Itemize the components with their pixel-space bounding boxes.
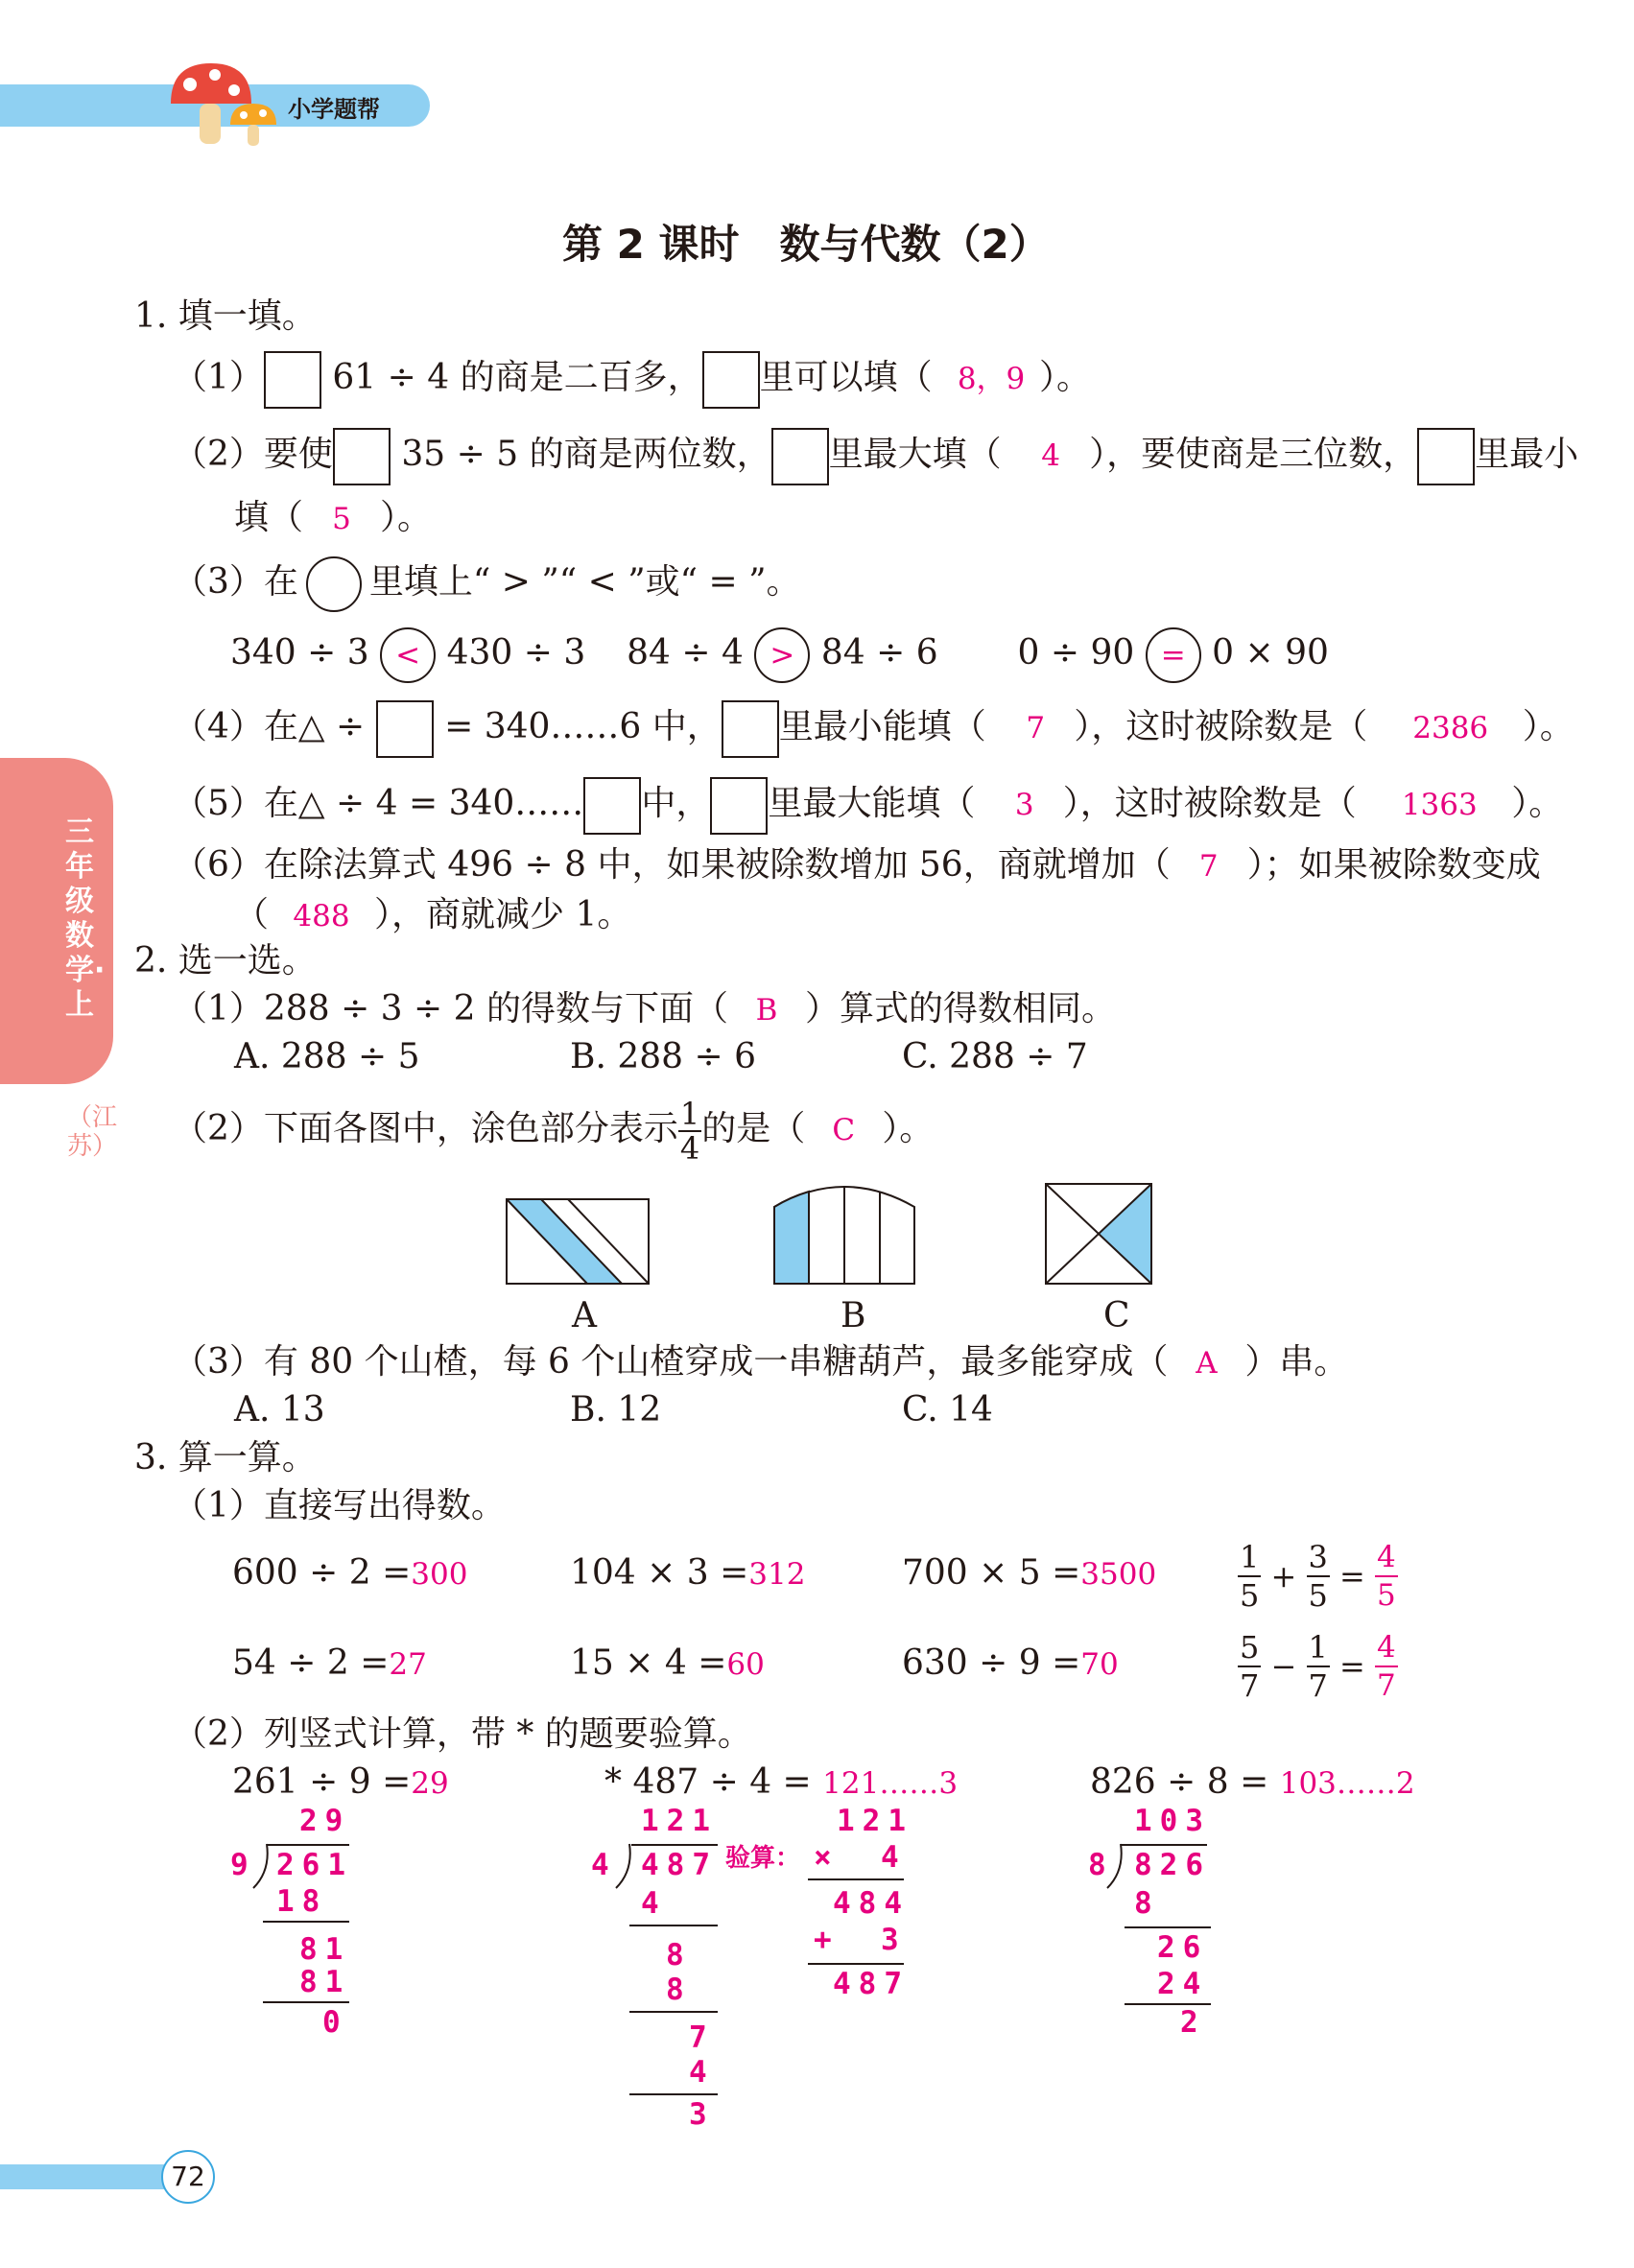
rule <box>263 2001 349 2003</box>
division-bar <box>631 1844 718 1846</box>
answer: 3 <box>1014 788 1034 822</box>
blank-circle[interactable] <box>306 556 362 612</box>
section-1-heading: 1. 填一填。 <box>134 296 317 336</box>
blank-box[interactable] <box>710 777 768 835</box>
division-bracket <box>614 1842 633 1890</box>
check-label: 验算： <box>725 1844 801 1873</box>
q2-2: （2）下面各图中，涂色部分表示 $\frac{1}{4}$ 的是（ C ）。 <box>173 1096 935 1167</box>
step: 4 <box>641 1886 667 1921</box>
option-a[interactable]: A. 288 ÷ 5 <box>234 1037 420 1076</box>
q1-2-cont: 填（ 5 ）。 <box>234 497 432 540</box>
option-c[interactable]: C. 14 <box>902 1390 993 1429</box>
side-tab-grade: 三年级数学·上 <box>65 815 106 1022</box>
fraction-calc-2: $\frac{5}{7}$ − $\frac{1}{7}$ = $\frac{4}{7}$ <box>1240 1629 1396 1704</box>
rule <box>808 1878 904 1880</box>
answer: 7 <box>1198 849 1219 884</box>
q3-1-label: （1）直接写出得数。 <box>173 1486 506 1525</box>
divisor: 4 <box>591 1848 617 1882</box>
long-div-1-question: 261 ÷ 9 =29 <box>232 1762 449 1802</box>
side-tab-edition: （江苏） <box>67 1103 118 1161</box>
figure-label-b: B <box>841 1296 866 1335</box>
figure-label-a: A <box>572 1296 597 1335</box>
answer: 4 <box>1041 438 1060 473</box>
answer: B <box>755 993 778 1028</box>
section-3-heading: 3. 算一算。 <box>134 1438 317 1477</box>
fraction-calc-1: $\frac{1}{5}$ + $\frac{3}{5}$ = $\frac{4}{5}$ <box>1240 1539 1396 1614</box>
q1-3-compare: 340 ÷ 3 < 430 ÷ 3 84 ÷ 4 > 84 ÷ 6 0 ÷ 90 = 0 × 90 <box>230 627 1329 683</box>
check-op: × <box>814 1840 840 1875</box>
option-b[interactable]: B. 288 ÷ 6 <box>570 1037 757 1076</box>
section-2-heading: 2. 选一选。 <box>134 941 317 980</box>
calc-item: 600 ÷ 2 =300 <box>232 1553 468 1593</box>
check-step: 121 <box>837 1804 913 1838</box>
rule <box>629 2011 718 2013</box>
answer: A <box>1196 1346 1218 1381</box>
blank-box[interactable] <box>1417 428 1475 485</box>
answer: 8，9 <box>957 362 1026 396</box>
answer: $\frac{4}{7}$ <box>1377 1630 1396 1703</box>
calc-item: 104 × 3 =312 <box>570 1553 806 1593</box>
step: 8 <box>1134 1886 1160 1921</box>
check-result: 487 <box>833 1967 910 2001</box>
blank-box[interactable] <box>264 351 321 409</box>
calc-item: 54 ÷ 2 =27 <box>232 1643 427 1683</box>
figure-label-c: C <box>1103 1296 1130 1335</box>
step: 4 <box>689 2055 715 2090</box>
divisor: 9 <box>230 1848 256 1882</box>
long-div-3-question: 826 ÷ 8 = 103……2 <box>1090 1762 1415 1802</box>
figure-a[interactable] <box>505 1197 651 1286</box>
rule <box>808 1963 904 1965</box>
calc-item: 630 ÷ 9 =70 <box>902 1643 1119 1683</box>
q3-2-label: （2）列竖式计算，带 * 的题要验算。 <box>173 1714 752 1754</box>
step: 8 <box>666 1938 692 1973</box>
blank-box[interactable] <box>333 428 391 485</box>
division-bracket <box>1105 1842 1125 1890</box>
division-bar <box>267 1844 349 1846</box>
calc-item: 700 × 5 =3500 <box>902 1553 1157 1593</box>
dividend: 261 <box>276 1848 353 1882</box>
blank-box[interactable] <box>702 351 760 409</box>
check-step: 484 <box>833 1886 910 1921</box>
division-bar <box>1121 1844 1207 1846</box>
blank-box[interactable] <box>722 700 779 758</box>
mushroom-icon <box>161 56 286 152</box>
rule <box>263 1921 349 1923</box>
check-step: 3 <box>881 1923 907 1957</box>
q1-5: （5）在△ ÷ 4 = 340…… 中， 里最大能填（ 3 ），这时被除数是（ 1363 ）。 <box>173 777 1563 835</box>
answer: 488 <box>293 899 350 933</box>
rule <box>1125 1926 1211 1928</box>
q1-3: （3）在 里填上“ > ”“ < ”或“ = ”。 <box>173 556 801 612</box>
answer: 2386 <box>1412 711 1489 745</box>
step: 7 <box>689 2020 715 2055</box>
calc-item: 15 × 4 =60 <box>570 1643 765 1683</box>
page-number: 72 <box>161 2150 215 2204</box>
compare-circle[interactable]: = <box>1146 627 1201 683</box>
step: 26 <box>1157 1930 1209 1965</box>
compare-circle[interactable]: < <box>380 627 436 683</box>
option-c[interactable]: C. 288 ÷ 7 <box>902 1037 1088 1076</box>
rule <box>629 2093 718 2095</box>
blank-box[interactable] <box>771 428 829 485</box>
q1-6-cont: （ 488 ），商就减少 1。 <box>234 894 631 937</box>
step: 18 <box>276 1884 328 1919</box>
remainder: 0 <box>322 2005 348 2040</box>
step: 81 <box>299 1932 351 1967</box>
step: 24 <box>1157 1967 1209 2001</box>
dividend: 826 <box>1134 1848 1211 1882</box>
q1-1: （1） 61 ÷ 4 的商是二百多， 里可以填（ 8，9 ）。 <box>173 351 1091 409</box>
dividend: 487 <box>641 1848 718 1882</box>
answer: $\frac{4}{5}$ <box>1377 1540 1396 1613</box>
answer: 1363 <box>1401 788 1478 822</box>
step: 8 <box>666 1973 692 2007</box>
quotient: 103 <box>1134 1804 1211 1838</box>
q2-1: （1）288 ÷ 3 ÷ 2 的得数与下面（ B ）算式的得数相同。 <box>173 988 1116 1031</box>
q2-3: （3）有 80 个山楂，每 6 个山楂穿成一串糖葫芦，最多能穿成（ A ）串。 <box>173 1341 1348 1384</box>
remainder: 3 <box>689 2097 715 2132</box>
check-op: + <box>814 1923 840 1957</box>
fraction-one-quarter: $\frac{1}{4}$ <box>679 1096 700 1167</box>
check-step: 4 <box>881 1840 907 1875</box>
figure-b[interactable] <box>772 1178 916 1286</box>
blank-box[interactable] <box>376 700 434 758</box>
division-bracket <box>251 1842 271 1890</box>
answer: 5 <box>332 502 351 536</box>
q1-6: （6）在除法算式 496 ÷ 8 中，如果被除数增加 56，商就增加（ 7 ）；如果被除数变成 <box>173 844 1541 887</box>
brand-name: 小学题帮 <box>288 96 380 123</box>
long-div-2-question: * 487 ÷ 4 = 121……3 <box>604 1762 959 1802</box>
footer-bar <box>0 2164 182 2189</box>
quotient: 29 <box>299 1804 351 1838</box>
lesson-title: 第 2 课时 数与代数（2） <box>562 221 1050 268</box>
rule <box>629 1925 718 1926</box>
answer: 7 <box>1026 711 1046 745</box>
q1-4: （4）在△ ÷ = 340……6 中， 里最小能填（ 7 ），这时被除数是（ 2386 ）。 <box>173 700 1575 758</box>
quotient: 121 <box>641 1804 718 1838</box>
answer: C <box>832 1113 856 1147</box>
compare-circle[interactable]: > <box>754 627 810 683</box>
figure-c[interactable] <box>1044 1182 1153 1286</box>
step: 81 <box>299 1965 351 1999</box>
remainder: 2 <box>1180 2005 1206 2040</box>
blank-box[interactable] <box>583 777 641 835</box>
divisor: 8 <box>1088 1848 1114 1882</box>
q1-2: （2）要使 35 ÷ 5 的商是两位数， 里最大填（ 4 ），要使商是三位数， 里最小 <box>173 428 1578 485</box>
option-b[interactable]: B. 12 <box>570 1390 662 1429</box>
option-a[interactable]: A. 13 <box>234 1390 325 1429</box>
